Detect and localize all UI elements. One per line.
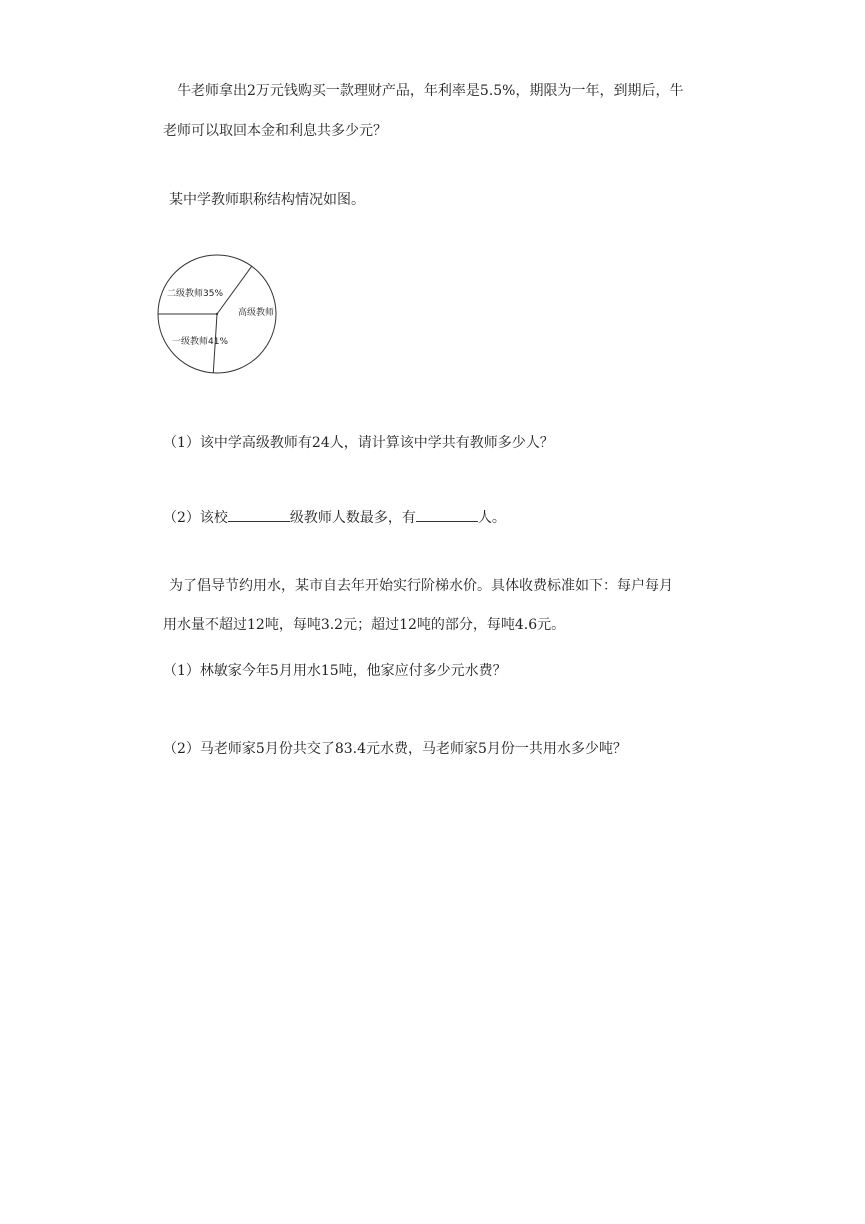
- problem-1-line-2: 老师可以取回本金和利息共多少元？: [163, 123, 387, 139]
- pie-chart: [155, 248, 290, 383]
- problem-3-line-2: 用水量不超过12吨，每吨3.2元；超过12吨的部分，每吨4.6元。: [163, 617, 566, 633]
- problem-2-question-1: （1）该中学高级教师有24人，请计算该中学共有教师多少人？: [163, 435, 554, 451]
- q2-suffix: 人。: [477, 510, 506, 526]
- problem-2-intro: 某中学教师职称结构情况如图。: [169, 192, 365, 208]
- problem-2-question-2: [163, 507, 733, 527]
- problem-3-line-1: 为了倡导节约用水，某市自去年开始实行阶梯水价。具体收费标准如下：每户每月: [169, 578, 673, 594]
- q2-prefix: （2）该校: [163, 510, 228, 526]
- pie-label-senior: 高级教师: [238, 308, 275, 318]
- answer-blank-count[interactable]: [416, 509, 478, 522]
- problem-3-question-1: （1）林敏家今年5月用水15吨，他家应付多少元水费？: [163, 663, 507, 679]
- problem-1-line-1: 牛老师拿出2万元钱购买一款理财产品，年利率是5.5%，期限为一年，到期后，牛: [177, 83, 684, 99]
- pie-center: [216, 313, 218, 315]
- q2-middle: 级教师人数最多，有: [289, 510, 416, 526]
- problem-3-question-2: （2）马老师家5月份共交了83.4元水费，马老师家5月份一共用水多少吨？: [163, 741, 627, 757]
- answer-blank-level[interactable]: [228, 509, 290, 522]
- pie-label-secondary: 二级教师35%: [167, 289, 224, 299]
- pie-label-first: 一级教师41%: [172, 337, 229, 347]
